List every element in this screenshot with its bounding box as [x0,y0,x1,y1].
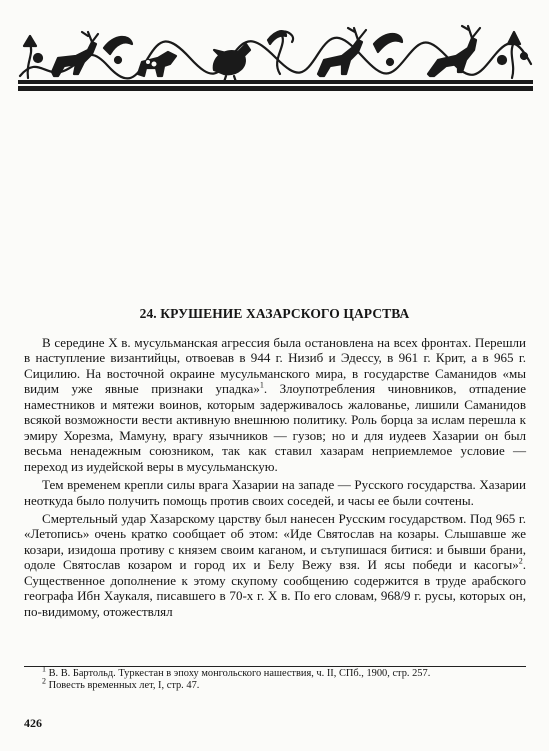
footnote-divider [24,666,526,667]
page-number: 426 [24,716,42,730]
footnotes [24,664,526,692]
ornamental-animal-frieze [18,14,533,94]
footnote-1: $^1$ В. В. Бартольд. Туркестан в эпоху монгольского нашествия, ч. II, СПб., 1900, стр. 257. [42,664,431,679]
paragraph-1: В середине X в. мусульманская агрессия была остановлена на всех фронтах. Перешли в наступление византийцы, отвоевав в 944 г. Низиб и Эдессу, в 961 г. Крит, а в 965 г. Сицилию. На восточной окраине мусульманского мира, в государстве Саманидов «мы видим уже явные признаки упадка»$^1$. Злоупотребления чиновников, отпадение наместников и мятежи воинов, которым задерживалось жалованье, лишили Саманидов всякой возможности вести активную внешнюю политику. Роль борца за ислам перешла к эмиру Хорезма, Мамуну, врагу язычников — гузов; но и для иудеев Хазарии он был весьма ненадежным союзником, так как ставил хазарам неприемлемое условие — переход из иудейской веры в мусульманскую. [24,335,526,474]
paragraph-2: Тем временем крепли силы врага Хазарии на западе — Русского государства. Хазарии неоткуда было получить помощь против своих соседей, и часы ее были сочтены. [24,477,526,508]
footnote-ref-1: 1 [259,381,264,391]
paragraph-3: Смертельный удар Хазарскому царству был нанесен Русским государством. Под 965 г. «Летопись» очень кратко сообщает об этом: «Иде Святослав на козары. Слышавше же козари, изидоша противу с князем своим каганом, и сътупишася битися: и бывши брани, одоле Святослав козаром и город их и Белу Вежу взя. И ясы победи и касогы»$^2$. Существенное дополнение к этому скупому сообщению содержится в труде арабского географа Ибн Хаукаля, писавшего в 70-х г. X в. По его словам, 968/9 г. русы, которых он, по-видимому, отожествлял [24,510,526,619]
footnote-ref-2: 2 [518,557,523,566]
chapter-body-text [24,335,526,622]
chapter-heading: 24. КРУШЕНИЕ ХАЗАРСКОГО ЦАРСТВА [139,306,410,321]
footnote-2: $^2$ Повесть временных лет, I, стр. 47. [42,676,200,692]
